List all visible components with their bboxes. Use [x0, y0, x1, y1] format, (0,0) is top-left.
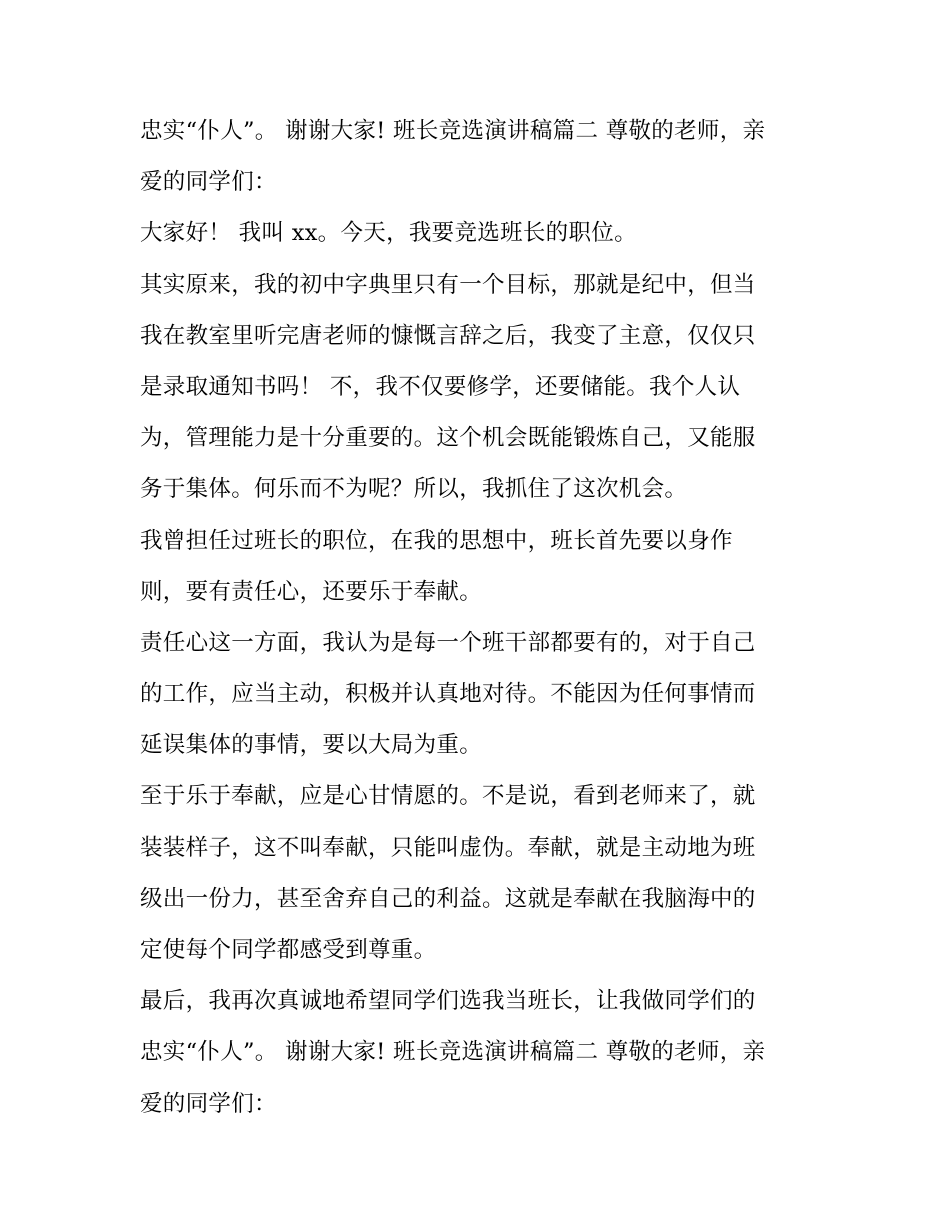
text-line: 其实原来，我的初中字典里只有一个目标，那就是纪中，但当: [140, 271, 756, 298]
text-line: 爱的同学们：: [140, 169, 277, 196]
document-body: [140, 106, 820, 1130]
text-line: 忠实“仆人”。 谢谢大家! 班长竞选演讲稿篇二 尊敬的老师，亲: [140, 118, 766, 144]
text-line: 级出一份力，甚至舍弃自己的利益。这就是奉献在我脑海中的: [140, 885, 756, 912]
text-line: 务于集体。何乐而不为呢？所以，我抓住了这次机会。: [140, 476, 688, 503]
text-line: 延误集体的事情，要以大局为重。: [140, 732, 483, 759]
text-line: 最后，我再次真诚地希望同学们选我当班长，让我做同学们的: [140, 988, 756, 1015]
text-line: 责任心这一方面，我认为是每一个班干部都要有的，对于自己: [140, 629, 756, 656]
text-line: 我曾担任过班长的职位，在我的思想中，班长首先要以身作: [140, 527, 733, 554]
text-line: 爱的同学们：: [140, 1090, 277, 1117]
text-line: 定使每个同学都感受到尊重。: [140, 937, 437, 963]
text-line: 装装样子，这不叫奉献，只能叫虚伪。奉献，就是主动地为班: [140, 834, 756, 861]
text-line: 则，要有责任心，还要乐于奉献。: [140, 578, 483, 605]
text-line: 至于乐于奉献，应是心甘情愿的。不是说，看到老师来了，就: [140, 783, 756, 810]
text-line: 是录取通知书吗！ 不，我不仅要修学，还要储能。我个人认: [140, 373, 741, 400]
text-line: 忠实“仆人”。 谢谢大家! 班长竞选演讲稿篇二 尊敬的老师，亲: [140, 1039, 766, 1066]
text-line: 的工作，应当主动，积极并认真地对待。不能因为任何事情而: [140, 681, 756, 708]
text-line: 我在教室里听完唐老师的慷慨言辞之后，我变了主意，仅仅只: [140, 322, 756, 349]
text-line: 大家好！ 我叫 xx。今天，我要竞选班长的职位。: [140, 220, 637, 247]
text-line: 为，管理能力是十分重要的。这个机会既能锻炼自己，又能服: [140, 425, 756, 452]
